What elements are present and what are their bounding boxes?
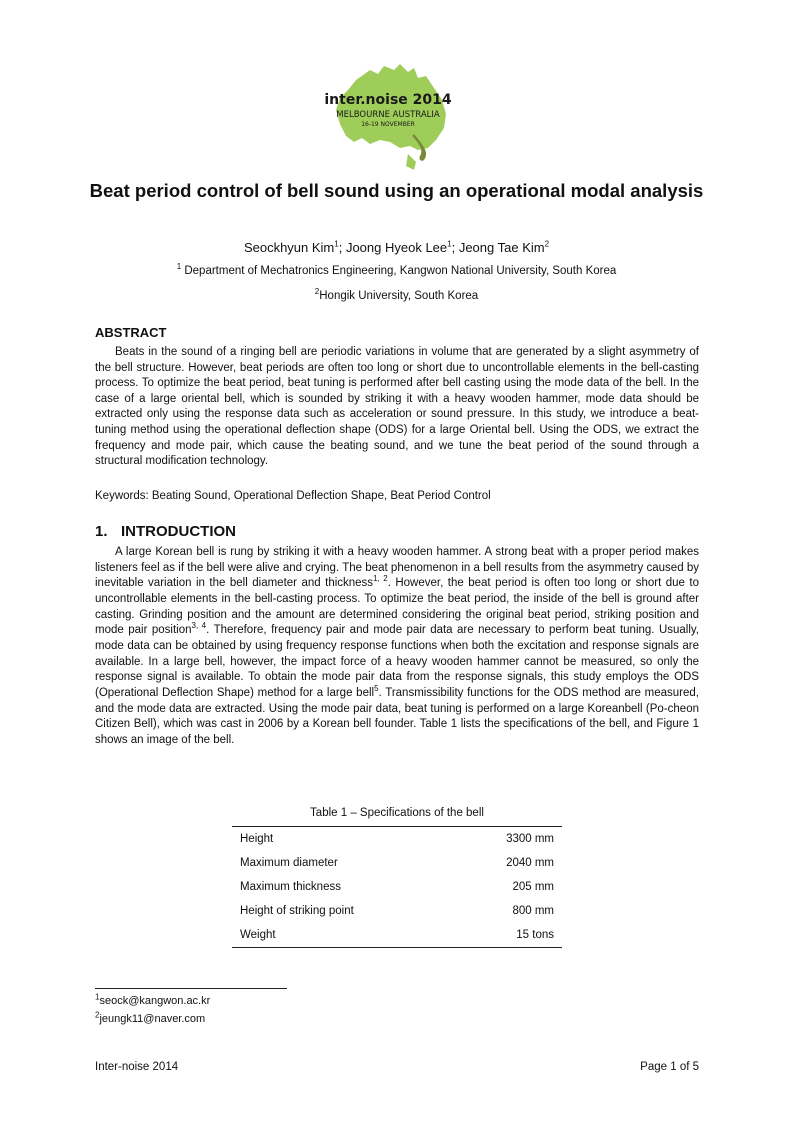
citation: 5 (374, 684, 379, 694)
row-label: Height (240, 833, 274, 845)
footnote-mark: 1 (95, 992, 100, 1002)
abstract-text: Beats in the sound of a ringing bell are periodic variations in volume that are generated by a slight asymmetry of the bell structure. However, beat periods are often too long or short due to uncontrollable elements in the bell-casting process. To optimize the beat period, beat tuning is performed after bell casting using the mode data of the bell. In the case of a large oriental bell, which is sounded by striking it with a heavy wooden hammer, mode data should be extracted only using the response data such as acceleration or sound pressure. In this study, we introduce a beat-tuning method using the operational deflection shape (ODS) for a large Oriental bell. Using the ODS, we extract the frequency and mode pair, which cause the beating sound, and we tune the beat period of the sound through a structural modification technology. (95, 346, 699, 468)
section-number: 1. (95, 523, 108, 540)
affiliation-1 (60, 262, 733, 277)
table-row (232, 827, 562, 852)
footnote-divider (95, 988, 287, 989)
affiliation-mark: 2 (314, 287, 320, 297)
row-value: 3300 mm (506, 833, 554, 845)
row-value: 800 mm (512, 905, 554, 917)
specifications-table (232, 826, 562, 948)
affiliation-text: Hongik University, South Korea (319, 290, 479, 302)
introduction-paragraph (95, 545, 699, 749)
logo-dates: 16-19 NOVEMBER (361, 121, 415, 128)
keywords: Keywords: Beating Sound, Operational Deflection Shape, Beat Period Control (95, 490, 491, 502)
citation: 3, 4 (191, 621, 207, 631)
footnote-2 (95, 1010, 206, 1025)
conference-logo (318, 62, 458, 172)
table-row (232, 875, 562, 899)
intro-text: . Transmissibility functions for the ODS method are measured, and the mode data are extracted. Using the mode pair data, beat tuning is performed on a large Koreanbell (Po-cheon Citizen Bell), which was cast in 2006 by a Korean bell founder. Table 1 lists the specifications of the bell, and Figure 1 shows an image of the bell. (95, 686, 699, 746)
author-name: Seockhyun Kim (243, 240, 335, 255)
tasmania-shape (406, 154, 416, 170)
row-label: Weight (240, 929, 276, 941)
row-value: 2040 mm (506, 857, 554, 869)
affiliation-2 (60, 287, 733, 302)
affiliation-text: Department of Mechatronics Engineering, Kangwon National University, South Korea (184, 265, 617, 277)
abstract-heading: ABSTRACT (95, 325, 167, 340)
table-row (232, 899, 562, 923)
table-caption: Table 1 – Specifications of the bell (310, 807, 484, 819)
table-row (232, 851, 562, 875)
row-label: Maximum thickness (240, 881, 341, 893)
intro-text: A large Korean bell is rung by striking it with a heavy wooden hammer. A strong beat with a proper period makes listeners feel as if the bell were alive and crying. The beat phenomenon in a bell results from the asymmetry caused by inevitable variation in the bell diameter and thickness (95, 546, 699, 590)
row-label: Height of striking point (240, 905, 354, 917)
author-list: Seockhyun Kim$^1$; Joong Hyeok Lee$^1$; Jeong Tae Kim$^2$ (243, 239, 550, 255)
affiliation-mark: 1 (176, 262, 182, 272)
affiliation-mark: 2 (544, 239, 550, 249)
intro-text: . Therefore, frequency pair and mode pair data are necessary to perform beat tuning. Usually, mode data can be obtained by using frequency response functions when both the excitation and response signals are available. In a large bell, however, the impact force of a heavy wooden hammer cannot be measured, so only the response signal is available. To obtain the mode pair data from the response signals, this study employs the ODS (Operational Deflection Shape) method for a large bell (95, 624, 699, 699)
row-value: 15 tons (516, 929, 554, 941)
row-label: Maximum diameter (240, 857, 338, 869)
row-value: 205 mm (512, 881, 554, 893)
author-name: Joong Hyeok Lee (345, 240, 448, 255)
citation: 1, 2 (373, 574, 388, 584)
footer-page-number: Page 1 of 5 (640, 1061, 699, 1073)
section-heading (95, 523, 236, 540)
footer-conference: Inter-noise 2014 (95, 1061, 179, 1073)
footnote-1 (95, 992, 211, 1007)
footnote-email[interactable]: seock@kangwon.ac.kr (99, 995, 211, 1007)
australia-map-icon (318, 62, 458, 172)
table-row (232, 923, 562, 948)
affiliation-mark: 1 (447, 239, 452, 249)
logo-name: inter.noise 2014 (324, 92, 452, 108)
paper-title: Beat period control of bell sound using an operational modal analysis (89, 180, 704, 201)
logo-location: MELBOURNE AUSTRALIA (336, 110, 440, 120)
footnote-email[interactable]: jeungk11@naver.com (99, 1013, 206, 1025)
footnote-mark: 2 (95, 1010, 100, 1020)
affiliation-mark: 1 (334, 239, 339, 249)
section-title: INTRODUCTION (121, 523, 236, 540)
author-name: Jeong Tae Kim (458, 240, 545, 255)
intro-text: . However, the beat period is often too long or short due to uncontrollable elements in the bell-casting process. To optimize the beat period, the inside of the bell is ground after casting. Grinding position and the amount are determined considering the original beat period, striking position and mode pair position (95, 577, 699, 637)
